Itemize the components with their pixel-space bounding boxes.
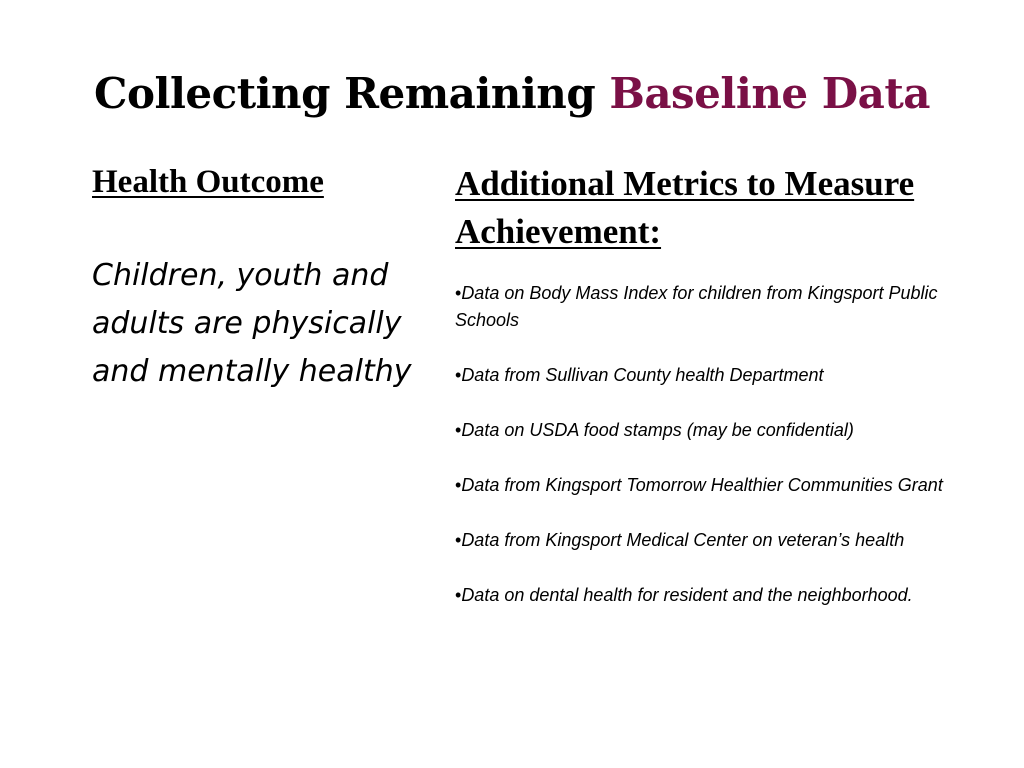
list-item [455,362,995,389]
health-outcome-column [92,160,422,396]
bullet-icon: • [455,585,462,605]
list-item-text: Data from Kingsport Tomorrow Healthier Communities Grant [461,475,943,495]
slide-title [0,66,1024,122]
list-item-text: Data from Sullivan County health Department [461,365,824,385]
metrics-list [455,280,995,609]
list-item-text: Data from Kingsport Medical Center on veteran’s health [461,530,905,550]
metrics-heading: Additional Metrics to Measure Achievement: [455,164,915,251]
list-item [455,582,995,609]
list-item [455,417,995,444]
metrics-column [455,160,995,637]
bullet-icon: • [455,283,462,303]
bullet-icon: • [455,365,462,385]
list-item-text: Data on Body Mass Index for children from Kingsport Public Schools [455,283,938,330]
bullet-icon: • [455,475,462,495]
bullet-icon: • [455,420,462,440]
health-outcome-heading: Health Outcome [92,164,324,200]
list-item [455,472,995,499]
list-item [455,280,995,334]
list-item [455,527,995,554]
bullet-icon: • [455,530,462,550]
title-accent: Baseline Data [609,69,930,118]
list-item-text: Data on USDA food stamps (may be confidential) [461,420,854,440]
title-prefix: Collecting Remaining [94,69,610,118]
health-outcome-text: Children, youth and adults are physically and mentally healthy [92,258,412,389]
list-item-text: Data on dental health for resident and the neighborhood. [461,585,913,605]
